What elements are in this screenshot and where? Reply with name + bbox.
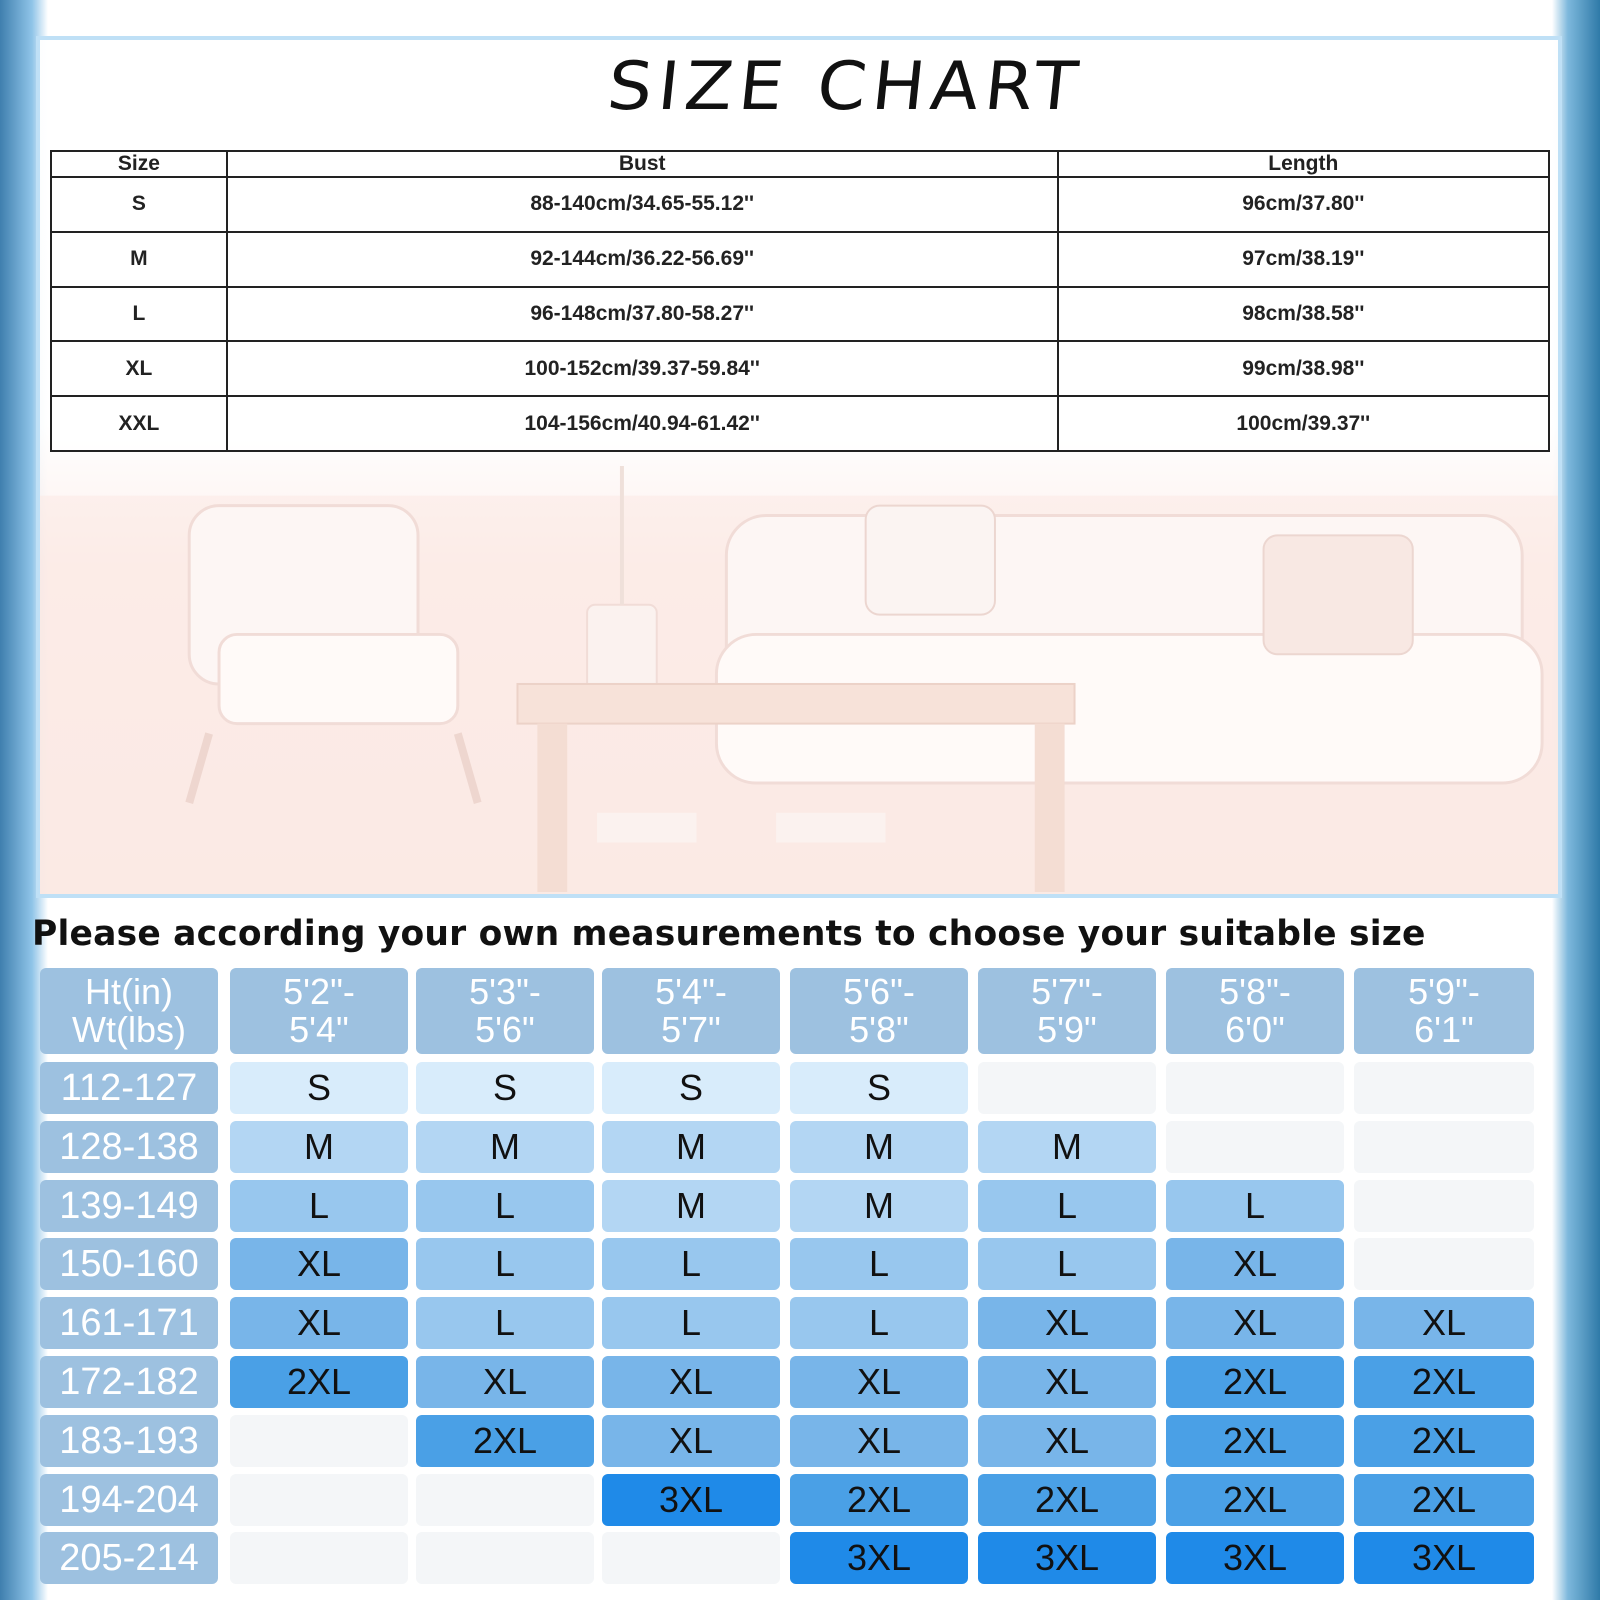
size-recommendation-cell: 3XL xyxy=(790,1532,968,1584)
size-recommendation-cell: L xyxy=(790,1238,968,1290)
header-length: Length xyxy=(1058,151,1549,177)
weight-label: 172-182 xyxy=(40,1356,218,1408)
table-row xyxy=(51,177,1549,232)
size-cell: XL xyxy=(51,341,227,396)
header-line: 5'9"- xyxy=(1408,971,1480,1012)
size-recommendation-cell: L xyxy=(230,1180,408,1232)
header-line: 5'6" xyxy=(475,1009,535,1050)
header-line: 5'3"- xyxy=(469,971,541,1012)
header-line: 6'0" xyxy=(1225,1009,1285,1050)
height-header xyxy=(602,968,780,1054)
size-recommendation-cell: L xyxy=(416,1180,594,1232)
header-line: 5'4"- xyxy=(655,971,727,1012)
empty-cell xyxy=(416,1532,594,1584)
size-cell: S xyxy=(51,177,227,232)
weight-label: 205-214 xyxy=(40,1532,218,1584)
height-header xyxy=(790,968,968,1054)
weight-label: 183-193 xyxy=(40,1415,218,1467)
size-recommendation-cell: M xyxy=(602,1121,780,1173)
header-line: 5'2"- xyxy=(283,971,355,1012)
header-line: 6'1" xyxy=(1414,1009,1474,1050)
bust-cell: 96-148cm/37.80-58.27'' xyxy=(227,287,1058,342)
weight-label: 194-204 xyxy=(40,1474,218,1526)
empty-cell xyxy=(1166,1121,1344,1173)
length-cell: 100cm/39.37'' xyxy=(1058,396,1549,451)
empty-cell xyxy=(1354,1121,1534,1173)
size-recommendation-cell: 2XL xyxy=(230,1356,408,1408)
size-recommendation-cell: L xyxy=(790,1297,968,1349)
empty-cell xyxy=(230,1532,408,1584)
size-recommendation-cell: 3XL xyxy=(602,1474,780,1526)
size-cell: XXL xyxy=(51,396,227,451)
height-header xyxy=(978,968,1156,1054)
size-recommendation-cell: L xyxy=(1166,1180,1344,1232)
empty-cell xyxy=(416,1474,594,1526)
height-header xyxy=(1166,968,1344,1054)
size-recommendation-cell: XL xyxy=(1166,1238,1344,1290)
empty-cell xyxy=(1354,1180,1534,1232)
empty-cell xyxy=(978,1062,1156,1114)
empty-cell xyxy=(230,1474,408,1526)
size-recommendation-cell: XL xyxy=(230,1297,408,1349)
empty-cell xyxy=(1354,1062,1534,1114)
length-cell: 97cm/38.19'' xyxy=(1058,232,1549,287)
size-recommendation-cell: XL xyxy=(602,1356,780,1408)
size-recommendation-cell: 3XL xyxy=(1354,1532,1534,1584)
size-recommendation-cell: 2XL xyxy=(978,1474,1156,1526)
header-line: 5'6"- xyxy=(843,971,915,1012)
size-recommendation-cell: 2XL xyxy=(1354,1474,1534,1526)
measurement-table-header-row xyxy=(51,151,1549,177)
size-recommendation-cell: 2XL xyxy=(1166,1474,1344,1526)
size-recommendation-cell: XL xyxy=(978,1415,1156,1467)
weight-label: 139-149 xyxy=(40,1180,218,1232)
size-recommendation-cell: XL xyxy=(1166,1297,1344,1349)
size-recommendation-cell: 2XL xyxy=(416,1415,594,1467)
height-header xyxy=(1354,968,1534,1054)
bust-cell: 100-152cm/39.37-59.84'' xyxy=(227,341,1058,396)
header-line: 5'4" xyxy=(289,1009,349,1050)
bust-cell: 104-156cm/40.94-61.42'' xyxy=(227,396,1058,451)
size-recommendation-cell: L xyxy=(416,1297,594,1349)
size-recommendation-cell: L xyxy=(978,1238,1156,1290)
size-recommendation-cell: XL xyxy=(416,1356,594,1408)
size-recommendation-cell: XL xyxy=(230,1238,408,1290)
table-row xyxy=(51,287,1549,342)
title-banner xyxy=(568,40,1124,132)
header-line: 5'8" xyxy=(849,1009,909,1050)
size-recommendation-cell: L xyxy=(602,1238,780,1290)
size-recommendation-cell: M xyxy=(790,1121,968,1173)
empty-cell xyxy=(230,1415,408,1467)
table-row xyxy=(51,341,1549,396)
header-size: Size xyxy=(51,151,227,177)
size-recommendation-cell: XL xyxy=(978,1297,1156,1349)
size-recommendation-cell: 3XL xyxy=(1166,1532,1344,1584)
instruction-text: Please according your own measurements to choose your suitable size xyxy=(32,914,1426,954)
length-cell: 96cm/37.80'' xyxy=(1058,177,1549,232)
empty-cell xyxy=(1166,1062,1344,1114)
size-recommendation-cell: XL xyxy=(978,1356,1156,1408)
header-line: Ht(in) xyxy=(85,971,173,1012)
table-row xyxy=(51,396,1549,451)
table-row xyxy=(51,232,1549,287)
header-bust: Bust xyxy=(227,151,1058,177)
size-recommendation-cell: XL xyxy=(1354,1297,1534,1349)
empty-cell xyxy=(1354,1238,1534,1290)
size-recommendation-cell: S xyxy=(416,1062,594,1114)
header-line: 5'9" xyxy=(1037,1009,1097,1050)
empty-cell xyxy=(602,1532,780,1584)
size-recommendation-cell: L xyxy=(978,1180,1156,1232)
size-recommendation-cell: 2XL xyxy=(1354,1415,1534,1467)
size-recommendation-cell: 2XL xyxy=(1354,1356,1534,1408)
size-recommendation-cell: S xyxy=(790,1062,968,1114)
size-recommendation-cell: M xyxy=(602,1180,780,1232)
size-recommendation-cell: XL xyxy=(790,1415,968,1467)
weight-label: 150-160 xyxy=(40,1238,218,1290)
header-line: Wt(lbs) xyxy=(72,1009,186,1050)
measurement-table xyxy=(50,150,1550,452)
header-line: 5'8"- xyxy=(1219,971,1291,1012)
length-cell: 98cm/38.58'' xyxy=(1058,287,1549,342)
size-recommendation-cell: XL xyxy=(790,1356,968,1408)
size-recommendation-cell: 2XL xyxy=(1166,1356,1344,1408)
size-recommendation-cell: L xyxy=(416,1238,594,1290)
length-cell: 99cm/38.98'' xyxy=(1058,341,1549,396)
size-recommendation-cell: 2XL xyxy=(1166,1415,1344,1467)
header-line: 5'7" xyxy=(661,1009,721,1050)
size-cell: L xyxy=(51,287,227,342)
size-recommendation-cell: L xyxy=(602,1297,780,1349)
size-recommendation-cell: XL xyxy=(602,1415,780,1467)
bust-cell: 88-140cm/34.65-55.12'' xyxy=(227,177,1058,232)
weight-label: 128-138 xyxy=(40,1121,218,1173)
page-title: SIZE CHART xyxy=(604,47,1088,125)
size-recommendation-cell: 2XL xyxy=(790,1474,968,1526)
size-recommendation-cell: S xyxy=(602,1062,780,1114)
weight-label: 161-171 xyxy=(40,1297,218,1349)
size-recommendation-cell: 3XL xyxy=(978,1532,1156,1584)
height-header xyxy=(230,968,408,1054)
height-header xyxy=(416,968,594,1054)
header-line: 5'7"- xyxy=(1031,971,1103,1012)
size-recommendation-cell: M xyxy=(790,1180,968,1232)
size-recommendation-cell: M xyxy=(230,1121,408,1173)
bust-cell: 92-144cm/36.22-56.69'' xyxy=(227,232,1058,287)
corner-label xyxy=(40,968,218,1054)
weight-label: 112-127 xyxy=(40,1062,218,1114)
size-recommendation-cell: S xyxy=(230,1062,408,1114)
size-cell: M xyxy=(51,232,227,287)
size-recommendation-cell: M xyxy=(978,1121,1156,1173)
size-recommendation-cell: M xyxy=(416,1121,594,1173)
